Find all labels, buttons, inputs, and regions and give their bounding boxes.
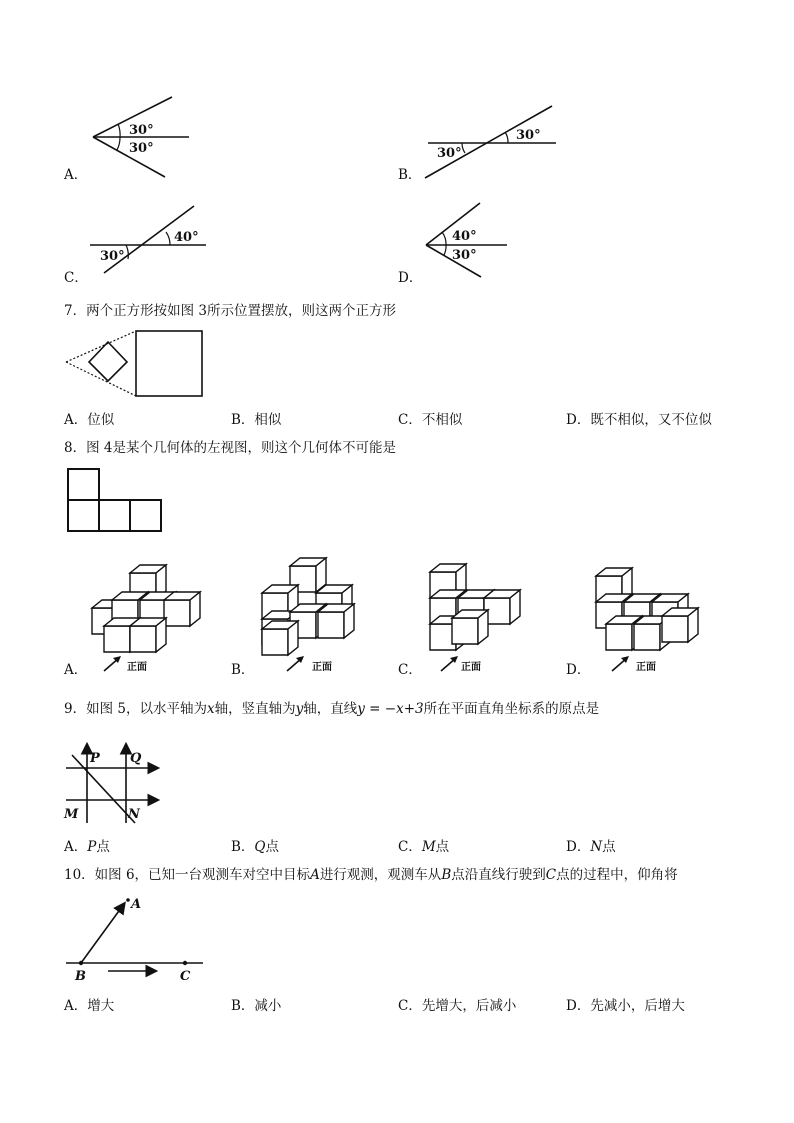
q9-label-n: N — [128, 807, 140, 822]
svg-text:正面: 正面 — [636, 662, 656, 673]
q9-label-m: M — [64, 807, 79, 822]
q9-label-p: P — [90, 751, 100, 766]
q10-stem-var-a: A — [310, 867, 320, 883]
q9-option-c[interactable]: C．M点 — [398, 839, 450, 855]
q6-b-angle-right: 30° — [516, 128, 541, 143]
q9-stem-part-4: 所在平面直角坐标系的原点是 — [423, 701, 600, 717]
q6-option-a-letter: A． — [64, 167, 88, 183]
q6-a-angle-lower: 30° — [129, 141, 154, 156]
q10-label-a: A — [131, 897, 142, 912]
q6-option-b-letter: B． — [398, 167, 422, 183]
svg-text:正面: 正面 — [461, 662, 481, 673]
q10-option-a[interactable]: A．增大 — [64, 998, 115, 1014]
q9-stem-part-2: 轴，竖直轴为 — [214, 701, 296, 717]
q6-c-angle-right: 40° — [174, 230, 199, 245]
q7-stem: 7．两个正方形按如图 3所示位置摆放，则这两个正方形 — [64, 303, 396, 319]
q9-stem-part-1: 9．如图 5，以水平轴为 — [64, 701, 207, 717]
q9-option-a[interactable]: A．P点 — [64, 839, 110, 855]
q7-option-c[interactable]: C．不相似 — [398, 412, 463, 428]
q8-option-a[interactable]: A． — [64, 662, 88, 678]
q10-label-c: C — [180, 969, 191, 984]
q8-option-c[interactable]: C． — [398, 662, 422, 678]
q6-a-angle-upper: 30° — [129, 123, 154, 138]
svg-text:正面: 正面 — [127, 662, 147, 673]
q10-stem-part-1: 10．如图 6，已知一台观测车对空中目标 — [64, 867, 311, 883]
q9-option-d[interactable]: D．N点 — [566, 839, 616, 855]
q6-d-angle-lower: 30° — [452, 248, 477, 263]
svg-text:正面: 正面 — [312, 662, 332, 673]
q10-stem-var-c: C — [545, 867, 557, 883]
q10-stem-part-2: 进行观测，观测车从 — [319, 867, 442, 883]
q10-option-d[interactable]: D．先减小，后增大 — [566, 998, 685, 1014]
q6-option-c-letter: C． — [64, 270, 88, 286]
q6-b-angle-left: 30° — [437, 146, 462, 161]
q10-stem-part-4: 点的过程中，仰角将 — [556, 867, 678, 883]
q6-d-angle-upper: 40° — [452, 229, 477, 244]
q9-option-b[interactable]: B．Q点 — [231, 839, 279, 855]
q7-option-d[interactable]: D．既不相似，又不位似 — [566, 412, 712, 428]
q8-stem: 8．图 4是某个几何体的左视图，则这个几何体不可能是 — [64, 440, 396, 456]
q10-label-b: B — [75, 969, 86, 984]
q9-label-q: Q — [130, 751, 142, 766]
q9-stem-var-x: x — [206, 701, 215, 717]
q6-option-d-letter: D． — [398, 270, 423, 286]
q8-option-d[interactable]: D． — [566, 662, 591, 678]
q7-option-b[interactable]: B．相似 — [231, 412, 282, 428]
q9-stem-part-3: 轴，直线 — [303, 701, 358, 717]
q9-stem-equation: y = −x+3 — [357, 701, 424, 717]
q8-option-b[interactable]: B． — [231, 662, 255, 678]
q10-option-c[interactable]: C．先增大，后减小 — [398, 998, 517, 1014]
q6-c-angle-left: 30° — [100, 249, 125, 264]
q10-stem-var-b: B — [441, 867, 452, 883]
q7-option-a[interactable]: A．位似 — [64, 412, 115, 428]
q10-option-b[interactable]: B．减小 — [231, 998, 282, 1014]
q9-stem-var-y: y — [295, 701, 304, 717]
q10-stem-part-3: 点沿直线行驶到 — [451, 867, 546, 883]
